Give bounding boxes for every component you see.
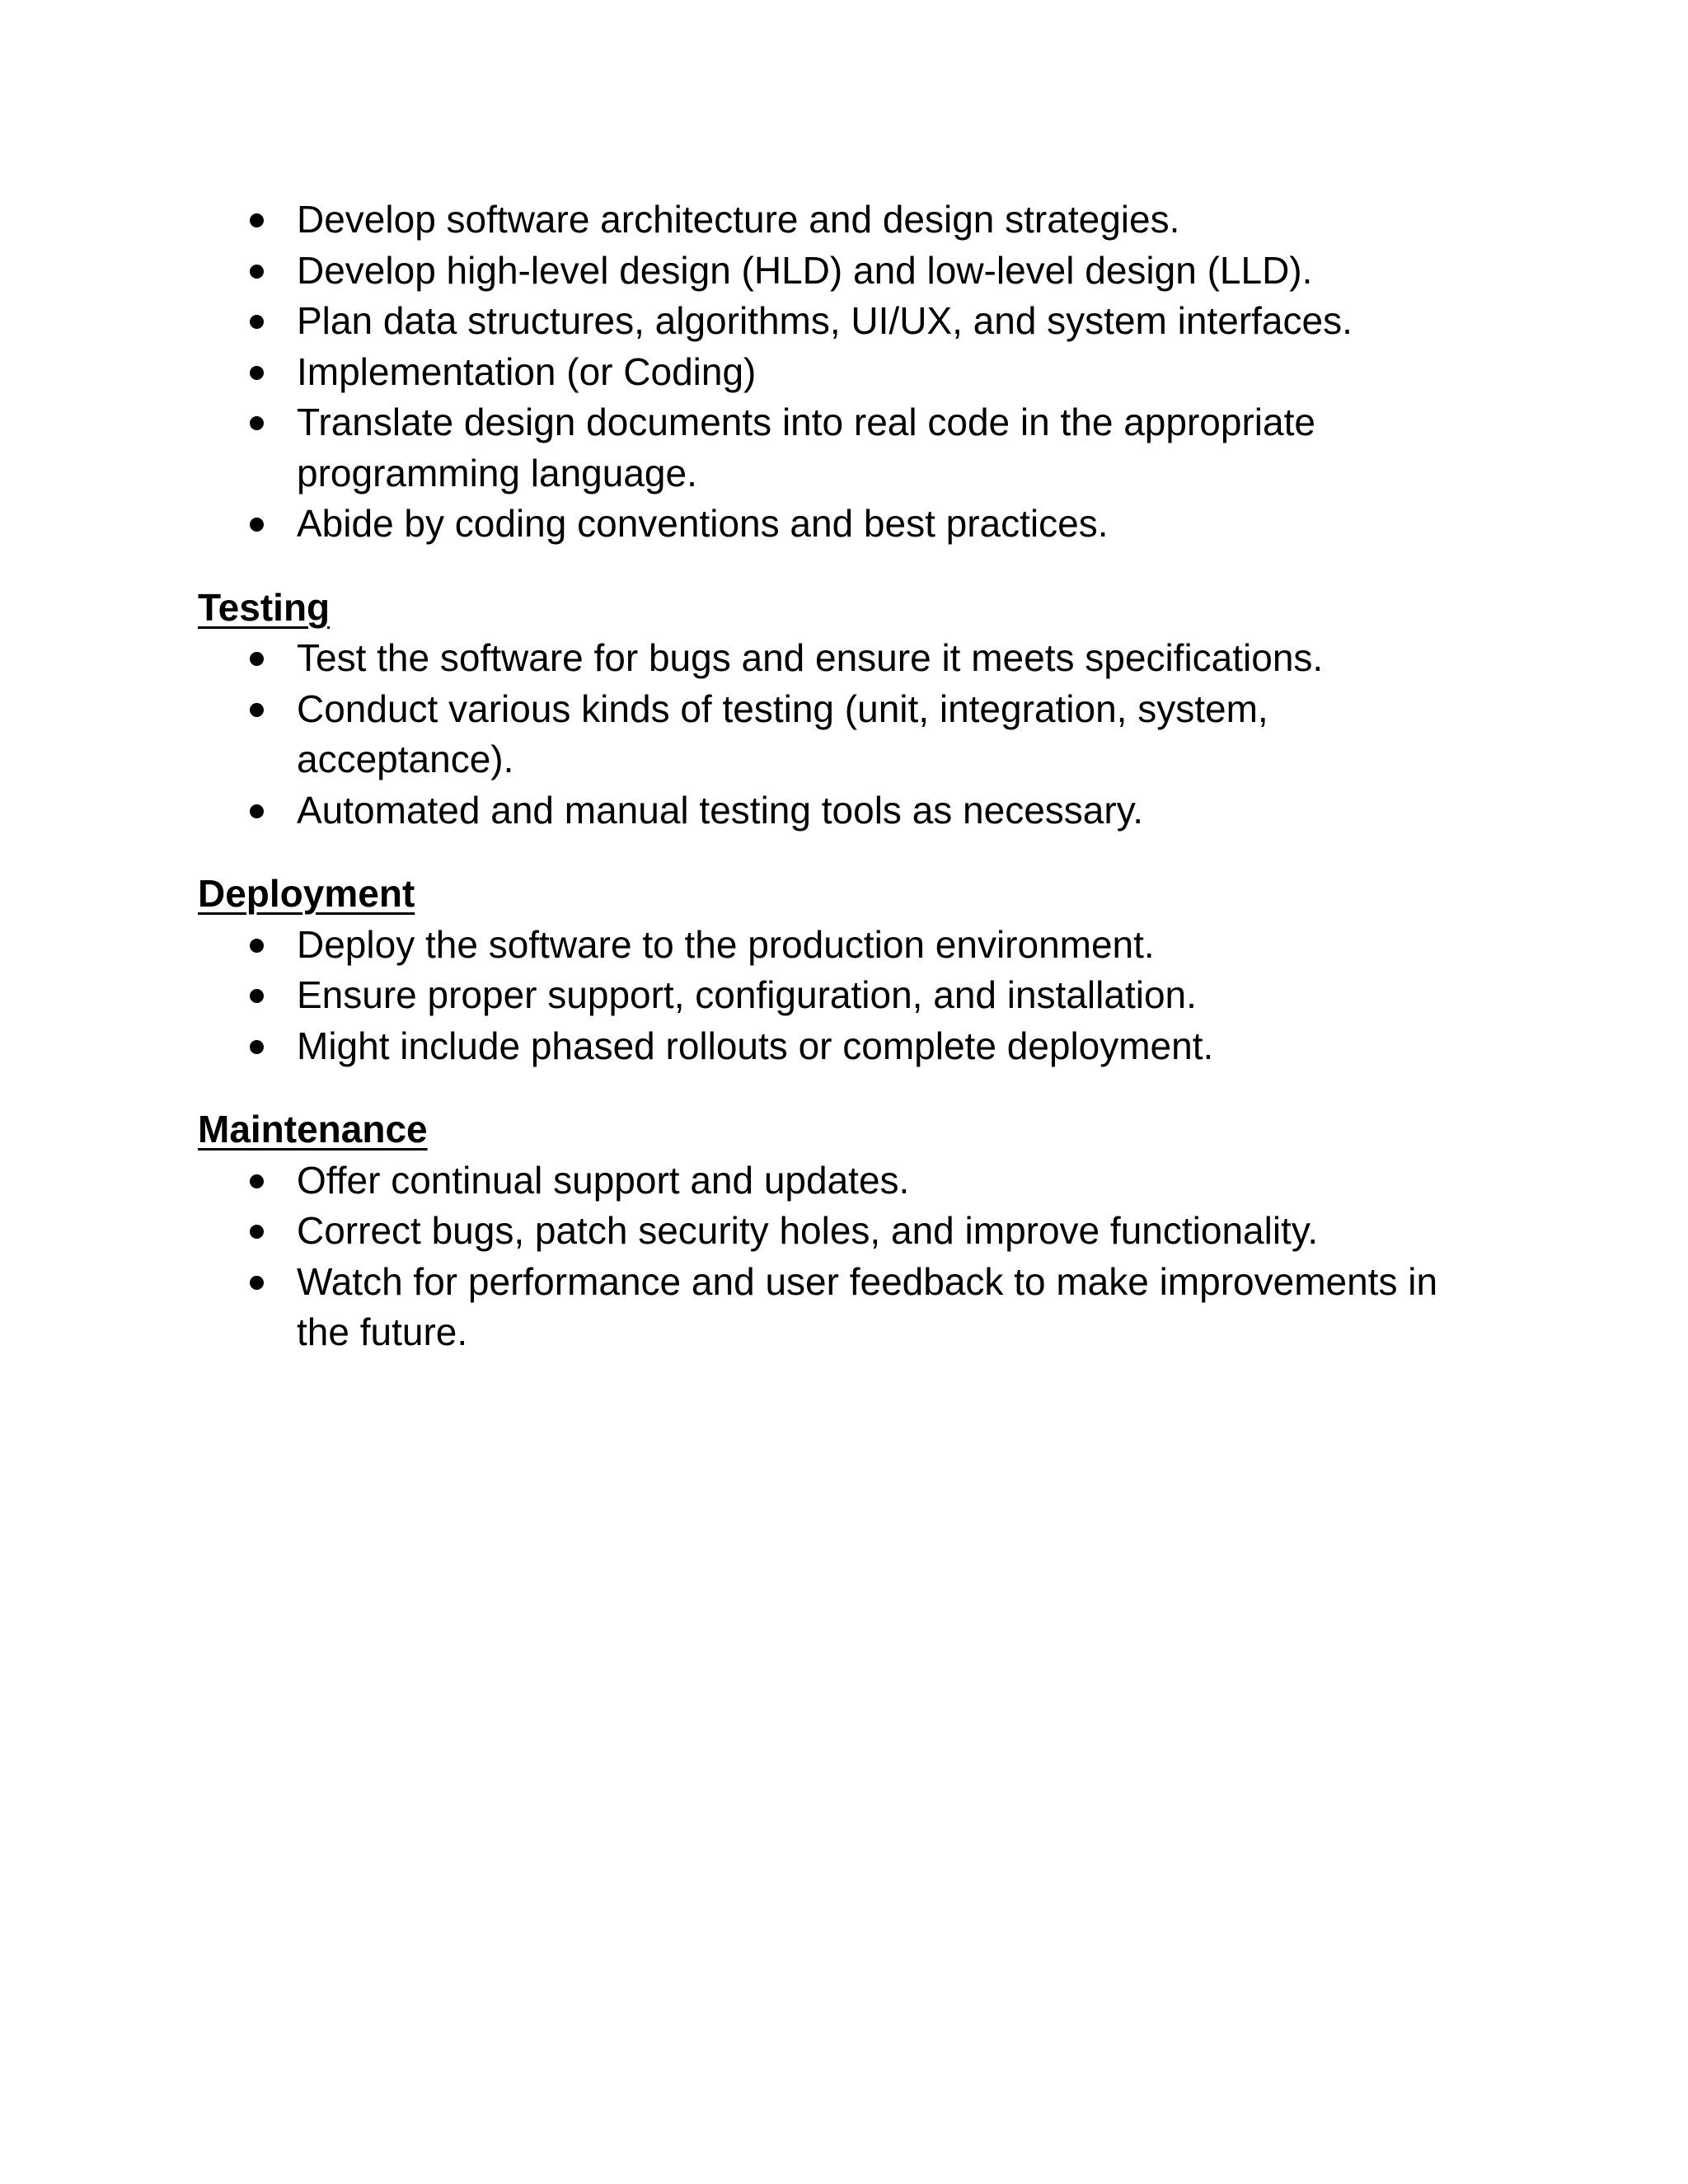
maintenance-bullet-list xyxy=(198,1155,1492,1358)
list-item: Test the software for bugs and ensure it meets specifications. xyxy=(198,633,1492,684)
testing-bullet-list xyxy=(198,633,1492,836)
list-item: Watch for performance and user feedback to make improvements in the future. xyxy=(198,1257,1492,1358)
list-item: Might include phased rollouts or complete deployment. xyxy=(198,1021,1492,1072)
list-item: Implementation (or Coding) xyxy=(198,347,1492,398)
list-item: Develop software architecture and design strategies. xyxy=(198,194,1492,246)
list-item: Correct bugs, patch security holes, and improve functionality. xyxy=(198,1206,1492,1257)
document-body xyxy=(198,194,1492,1358)
section-heading-deployment: Deployment xyxy=(198,872,415,915)
list-item: Conduct various kinds of testing (unit, integration, system, acceptance). xyxy=(198,684,1492,785)
list-item: Abide by coding conventions and best practices. xyxy=(198,499,1492,550)
list-item: Automated and manual testing tools as necessary. xyxy=(198,785,1492,837)
section-heading-testing: Testing xyxy=(198,585,331,629)
list-item: Develop high-level design (HLD) and low-level design (LLD). xyxy=(198,246,1492,297)
list-item: Plan data structures, algorithms, UI/UX, and system interfaces. xyxy=(198,296,1492,347)
section-heading-maintenance: Maintenance xyxy=(198,1108,428,1151)
deployment-bullet-list xyxy=(198,920,1492,1072)
list-item: Offer continual support and updates. xyxy=(198,1155,1492,1207)
intro-bullet-list xyxy=(198,194,1492,550)
list-item: Translate design documents into real code in the appropriate programming language. xyxy=(198,397,1492,499)
list-item: Deploy the software to the production environment. xyxy=(198,920,1492,971)
list-item: Ensure proper support, configuration, and installation. xyxy=(198,970,1492,1021)
